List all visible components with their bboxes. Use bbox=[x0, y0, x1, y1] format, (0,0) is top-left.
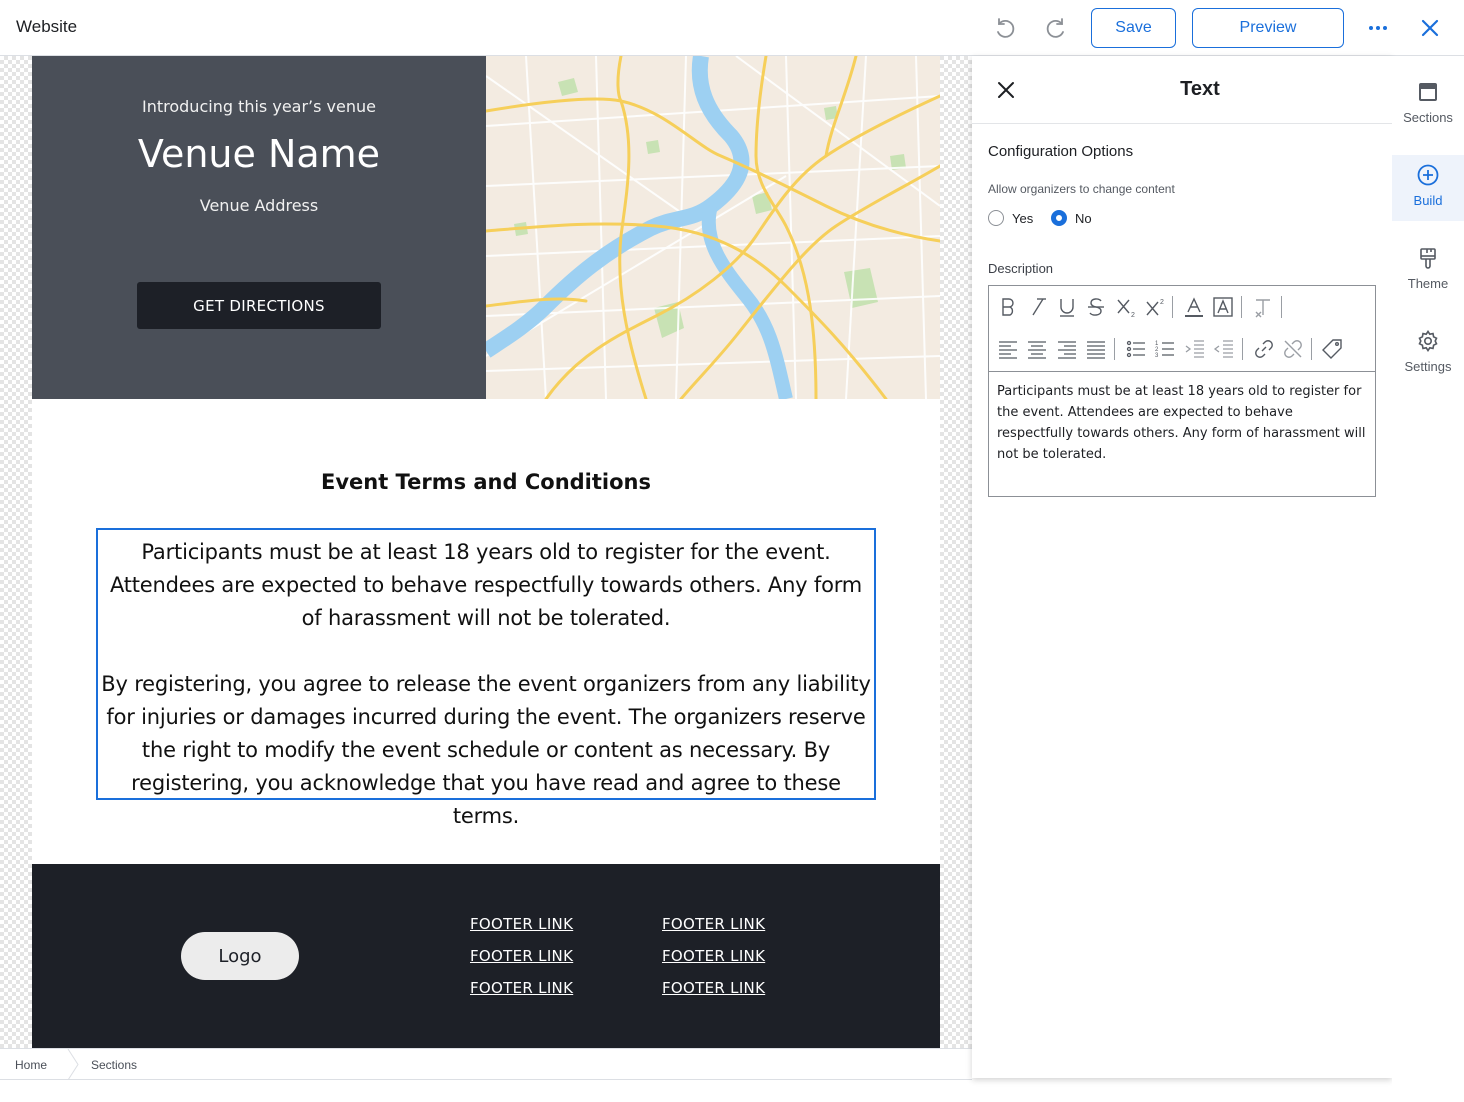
toolbar-separator bbox=[1281, 296, 1282, 318]
radio-yes[interactable] bbox=[988, 210, 1033, 226]
svg-text:3: 3 bbox=[1155, 353, 1159, 359]
gear-icon bbox=[1416, 329, 1440, 353]
radio-yes-label: Yes bbox=[1012, 210, 1034, 226]
link-icon[interactable] bbox=[1251, 336, 1277, 362]
bullet-list-icon[interactable] bbox=[1123, 336, 1149, 362]
outdent-icon[interactable] bbox=[1211, 336, 1237, 362]
breadcrumb bbox=[0, 1048, 972, 1080]
radio-no-label: No bbox=[1075, 210, 1092, 226]
panel-header bbox=[972, 56, 1392, 124]
indent-icon[interactable] bbox=[1182, 336, 1208, 362]
svg-text:2: 2 bbox=[1160, 299, 1164, 306]
panel-title: Text bbox=[1180, 78, 1220, 100]
footer-section[interactable] bbox=[32, 864, 940, 1048]
strikethrough-icon[interactable] bbox=[1083, 294, 1109, 320]
breadcrumb-separator-icon bbox=[66, 1049, 80, 1080]
terms-paragraph-2: By registering, you agree to release the event organizers from any liability for injuries or damages incurred during the event. The organizers reserve the right to modify the event schedule or content as necessary. By registering, you acknowledge that you have read and agree to these terms. bbox=[101, 672, 871, 828]
footer-link[interactable]: FOOTER LINK bbox=[662, 915, 766, 933]
unlink-icon[interactable] bbox=[1280, 336, 1306, 362]
configuration-options-title: Configuration Options bbox=[988, 143, 1134, 160]
save-button[interactable]: Save bbox=[1091, 8, 1176, 48]
rich-text-editor[interactable] bbox=[988, 285, 1376, 497]
get-directions-button[interactable]: GET DIRECTIONS bbox=[137, 282, 381, 329]
text-settings-panel bbox=[972, 56, 1392, 1078]
radio-no[interactable] bbox=[1051, 210, 1092, 226]
close-editor-icon[interactable] bbox=[1416, 14, 1444, 42]
nav-build-label: Build bbox=[1413, 193, 1443, 208]
radio-yes-circle[interactable] bbox=[988, 210, 1004, 226]
align-center-icon[interactable] bbox=[1024, 336, 1050, 362]
nav-settings-label: Settings bbox=[1404, 359, 1452, 374]
toolbar-separator bbox=[1241, 296, 1242, 318]
breadcrumb-sections[interactable]: Sections bbox=[91, 1058, 138, 1072]
venue-map[interactable] bbox=[486, 56, 940, 399]
nav-build[interactable] bbox=[1392, 155, 1464, 221]
toolbar-separator bbox=[1311, 338, 1312, 360]
sections-icon bbox=[1416, 80, 1440, 104]
underline-icon[interactable] bbox=[1054, 294, 1080, 320]
terms-title[interactable]: Event Terms and Conditions bbox=[320, 470, 651, 494]
editor-content[interactable]: Participants must be at least 18 years old to register for the event. Attendees are expected to behave respectfully towards others. Any form of harassment will not be tolerated. bbox=[997, 384, 1366, 462]
nav-sections-label: Sections bbox=[1403, 110, 1453, 125]
footer-link[interactable]: FOOTER LINK bbox=[662, 979, 766, 997]
toolbar-separator bbox=[1172, 296, 1173, 318]
editor-toolbar bbox=[989, 286, 1375, 372]
venue-intro: Introducing this year’s venue bbox=[142, 97, 376, 116]
bold-icon[interactable] bbox=[995, 294, 1021, 320]
more-options-icon[interactable] bbox=[1364, 14, 1392, 42]
app-title: Website bbox=[16, 17, 78, 36]
superscript-icon[interactable] bbox=[1142, 294, 1168, 320]
breadcrumb-home[interactable]: Home bbox=[15, 1058, 48, 1072]
undo-icon[interactable] bbox=[991, 14, 1019, 42]
top-bar bbox=[0, 0, 1464, 56]
website-page bbox=[32, 56, 940, 1048]
footer-link[interactable]: FOOTER LINK bbox=[470, 915, 574, 933]
toolbar-separator bbox=[1114, 338, 1115, 360]
radio-no-circle[interactable] bbox=[1051, 210, 1067, 226]
venue-address: Venue Address bbox=[199, 196, 319, 215]
build-icon bbox=[1416, 163, 1440, 187]
subscript-icon[interactable] bbox=[1113, 294, 1139, 320]
numbered-list-icon[interactable] bbox=[1152, 336, 1178, 362]
footer-link[interactable]: FOOTER LINK bbox=[470, 947, 574, 965]
map-graphic bbox=[486, 56, 940, 399]
align-left-icon[interactable] bbox=[995, 336, 1021, 362]
nav-theme[interactable] bbox=[1392, 238, 1464, 304]
font-color-icon[interactable] bbox=[1181, 294, 1207, 320]
allow-change-label: Allow organizers to change content bbox=[988, 182, 1175, 196]
editor-canvas bbox=[0, 56, 972, 1048]
nav-theme-label: Theme bbox=[1407, 276, 1449, 291]
footer-logo[interactable]: Logo bbox=[181, 932, 299, 980]
svg-text:2: 2 bbox=[1131, 312, 1135, 318]
highlight-color-icon[interactable] bbox=[1210, 294, 1236, 320]
preview-button[interactable]: Preview bbox=[1192, 8, 1344, 48]
align-justify-icon[interactable] bbox=[1083, 336, 1109, 362]
svg-text:1: 1 bbox=[1155, 341, 1159, 347]
italic-icon[interactable] bbox=[1025, 294, 1051, 320]
svg-text:2: 2 bbox=[1155, 347, 1159, 353]
redo-icon[interactable] bbox=[1042, 14, 1070, 42]
nav-sections[interactable] bbox=[1392, 72, 1464, 138]
theme-brush-icon bbox=[1416, 246, 1440, 270]
footer-link[interactable]: FOOTER LINK bbox=[662, 947, 766, 965]
venue-name: Venue Name bbox=[137, 132, 381, 176]
align-right-icon[interactable] bbox=[1054, 336, 1080, 362]
terms-text-block[interactable] bbox=[96, 528, 876, 828]
footer-link[interactable]: FOOTER LINK bbox=[470, 979, 574, 997]
clear-format-icon[interactable] bbox=[1250, 294, 1276, 320]
merge-tag-icon[interactable] bbox=[1319, 336, 1345, 362]
terms-paragraph-1: Participants must be at least 18 years old to register for the event. Attendees are expected to behave respectfully towards others. Any form of harassment will not be tolerated. bbox=[109, 540, 863, 630]
venue-section[interactable] bbox=[32, 56, 486, 399]
toolbar-separator bbox=[1242, 338, 1243, 360]
nav-settings[interactable] bbox=[1392, 321, 1464, 387]
right-navigation bbox=[1392, 56, 1464, 1102]
description-label: Description bbox=[988, 261, 1054, 276]
